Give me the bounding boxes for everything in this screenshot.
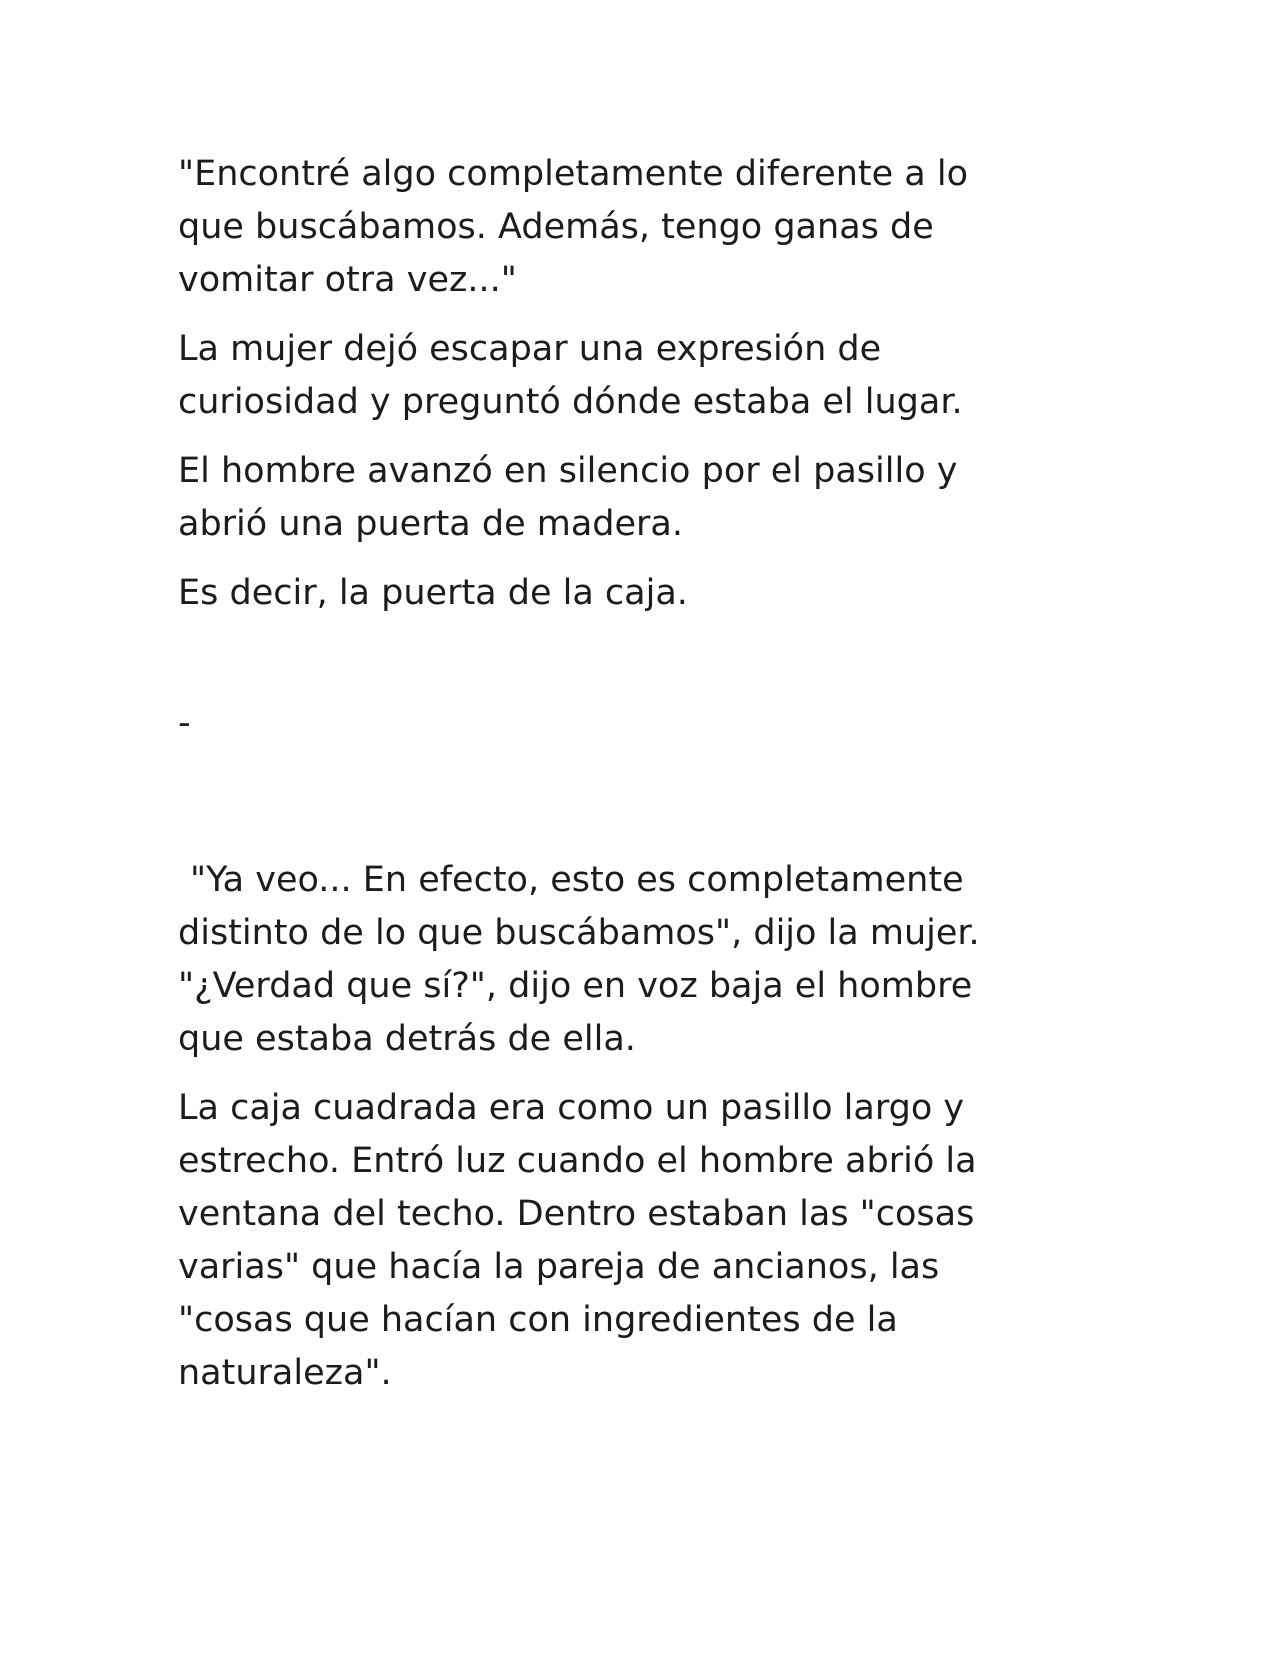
paragraph-1 xyxy=(178,148,1078,307)
text-line: abrió una puerta de madera. xyxy=(178,504,684,544)
text-line: La caja cuadrada era como un pasillo largo y xyxy=(178,1088,965,1128)
section-separator: - xyxy=(178,703,191,743)
text-line: El hombre avanzó en silencio por el pasillo y xyxy=(178,451,958,491)
text-line: "Encontré algo completamente diferente a lo xyxy=(178,154,968,194)
text-line: naturaleza". xyxy=(178,1353,392,1393)
text-line: "Ya veo... En efecto, esto es completamente xyxy=(190,860,964,900)
paragraph-2 xyxy=(178,323,1078,429)
text-line: estrecho. Entró luz cuando el hombre abrió la xyxy=(178,1141,977,1181)
paragraph-5 xyxy=(178,854,1078,1066)
text-line: La mujer dejó escapar una expresión de xyxy=(178,329,882,369)
spacer xyxy=(178,620,1078,697)
paragraph-4 xyxy=(178,567,1078,620)
text-line: que estaba detrás de ella. xyxy=(178,1019,636,1059)
document-page xyxy=(178,148,1078,1416)
text-line: vomitar otra vez..." xyxy=(178,260,517,300)
spacer xyxy=(178,750,1078,854)
text-line: que buscábamos. Además, tengo ganas de xyxy=(178,207,934,247)
text-line: varias" que hacía la pareja de ancianos, las xyxy=(178,1247,940,1287)
text-line: "¿Verdad que sí?", dijo en voz baja el hombre xyxy=(178,966,973,1006)
paragraph-3 xyxy=(178,445,1078,551)
text-line: distinto de lo que buscábamos", dijo la mujer. xyxy=(178,913,980,953)
text-line: "cosas que hacían con ingredientes de la xyxy=(178,1300,898,1340)
text-line: curiosidad y preguntó dónde estaba el lugar. xyxy=(178,382,963,422)
text-line: Es decir, la puerta de la caja. xyxy=(178,573,688,613)
text-line: ventana del techo. Dentro estaban las "cosas xyxy=(178,1194,975,1234)
paragraph-6 xyxy=(178,1082,1078,1400)
